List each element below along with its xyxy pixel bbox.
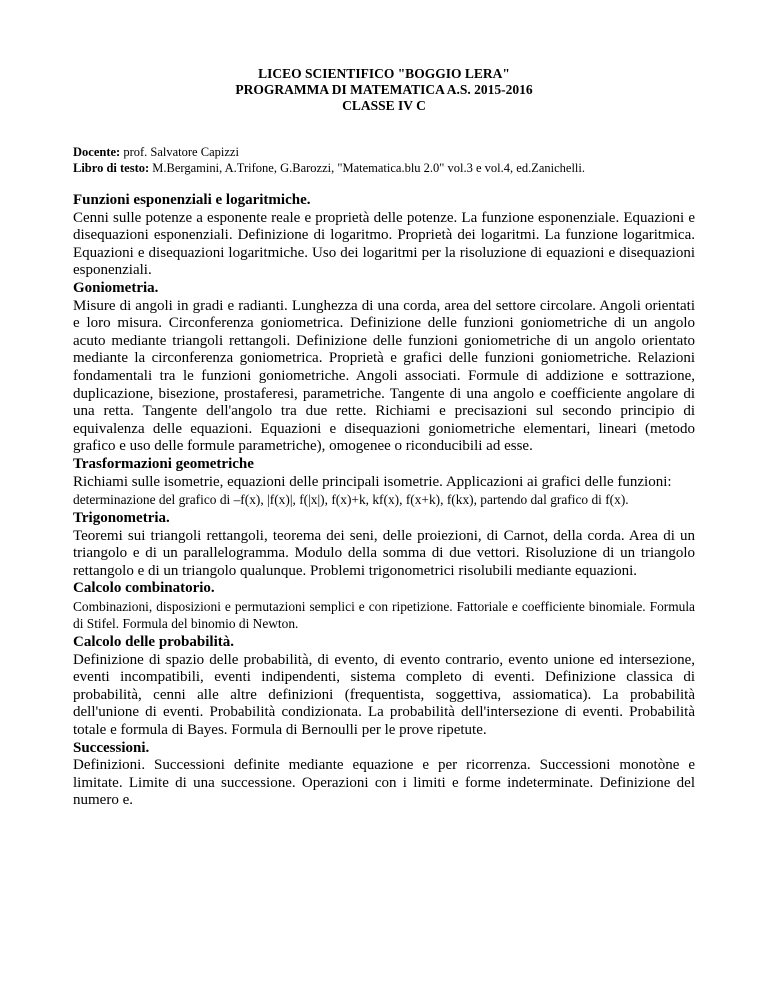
teacher-value: prof. Salvatore Capizzi: [120, 145, 239, 159]
teacher-label: Docente:: [73, 145, 121, 159]
section-title: Calcolo delle probabilità.: [73, 634, 234, 651]
teacher-line: [73, 144, 695, 160]
section-sequences: [73, 740, 695, 810]
section-body: Definizione di spazio delle probabilità, di evento, di evento contrario, evento unione ed intersezione, eventi incompatibili, eventi indipendenti, sistema completo di eventi. Definizione classica di probabilità, cenni alle altre definizioni (frequentista, soggettiva, assiomatica). La probabilità dell'unione di eventi. Probabilità condizionata. La probabilità dell'intersezione di eventi. Probabilità totale e formula di Bayes. Formula di Bernoulli per le prove ripetute.: [73, 651, 695, 739]
section-body: Definizioni. Successioni definite mediante equazione e per ricorrenza. Successioni monotòne e limitate. Limite di una successione. Operazioni con i limiti e forme indeterminate. Definizione del numero e.: [73, 757, 695, 809]
textbook-value: M.Bergamini, A.Trifone, G.Barozzi, "Matematica.blu 2.0" vol.3 e vol.4, ed.Zanichelli.: [149, 161, 585, 175]
section-body: Combinazioni, disposizioni e permutazioni semplici e con ripetizione. Fattoriale e coefficiente binomiale. Formula di Stifel. Formula del binomio di Newton.: [73, 599, 695, 632]
document-meta: [73, 144, 695, 176]
section-combinatorics: [73, 580, 695, 634]
section-title: Goniometria.: [73, 279, 159, 296]
class-name: CLASSE IV C: [342, 98, 426, 113]
section-probability: [73, 634, 695, 740]
section-title: Calcolo combinatorio.: [73, 580, 215, 597]
program-title: PROGRAMMA DI MATEMATICA A.S. 2015-2016: [235, 82, 533, 97]
section-body-continuation: determinazione del grafico di –f(x), |f(x)|, f(|x|), f(x)+k, kf(x), f(x+k), f(kx), partendo dal grafico di f(x).: [73, 492, 629, 508]
section-title: Successioni.: [73, 739, 150, 756]
section-body: Misure di angoli in gradi e radianti. Lunghezza di una corda, area del settore circolare. Angoli orientati e loro misura. Circonferenza goniometrica. Definizione delle funzioni goniometriche di un angolo acuto mediante triangoli rettangoli. Definizione delle funzioni goniometriche di un angolo orientato mediante la circonferenza goniometrica. Proprietà e grafici delle funzioni goniometriche. Relazioni fondamentali tra le funzioni goniometriche. Angoli associati. Formule di addizione e sottrazione, duplicazione, bisezione, prostaferesi, parametriche. Tangente di una angolo e coefficiente angolare di una retta. Tangente dell'angolo tra due rette. Richiami e precisazioni sul secondo principio di equivalenza delle equazioni. Equazioni e disequazioni goniometriche elementari, lineari (metodo grafico e uso delle formule parametriche), omogenee o riconducibili ad esse.: [73, 297, 695, 455]
section-title: Trigonometria.: [73, 510, 170, 527]
textbook-line: [73, 160, 695, 176]
program-content: [73, 192, 695, 810]
section-title: Trasformazioni geometriche: [73, 455, 254, 472]
section-trigonometry: [73, 510, 695, 580]
section-body: Cenni sulle potenze a esponente reale e proprietà delle potenze. La funzione esponenziale. Equazioni e disequazioni esponenziali. Definizione di logaritmo. Proprietà dei logaritmi. La funzione logaritmica. Equazioni e disequazioni logaritmiche. Uso dei logaritmi per la risoluzione di equazioni e disequazioni esponenziali.: [73, 209, 695, 279]
section-body: Teoremi sui triangoli rettangoli, teorema dei seni, delle proiezioni, di Carnot, della corda. Area di un triangolo e di un parallelogramma. Modulo della somma di due vettori. Risoluzione di un triangolo rettangolo e di un triangolo qualunque. Problemi trigonometrici risolubili mediante equazioni.: [73, 527, 695, 579]
school-name: LICEO SCIENTIFICO "BOGGIO LERA": [258, 66, 510, 81]
section-goniometry: [73, 280, 695, 456]
section-transformations: [73, 456, 695, 510]
section-title: Funzioni esponenziali e logaritmiche.: [73, 192, 311, 208]
section-exponential-log: [73, 192, 695, 280]
document-header: [73, 66, 695, 114]
textbook-label: Libro di testo:: [73, 161, 150, 175]
section-body: Richiami sulle isometrie, equazioni delle principali isometrie. Applicazioni ai grafici delle funzioni:: [73, 473, 672, 490]
